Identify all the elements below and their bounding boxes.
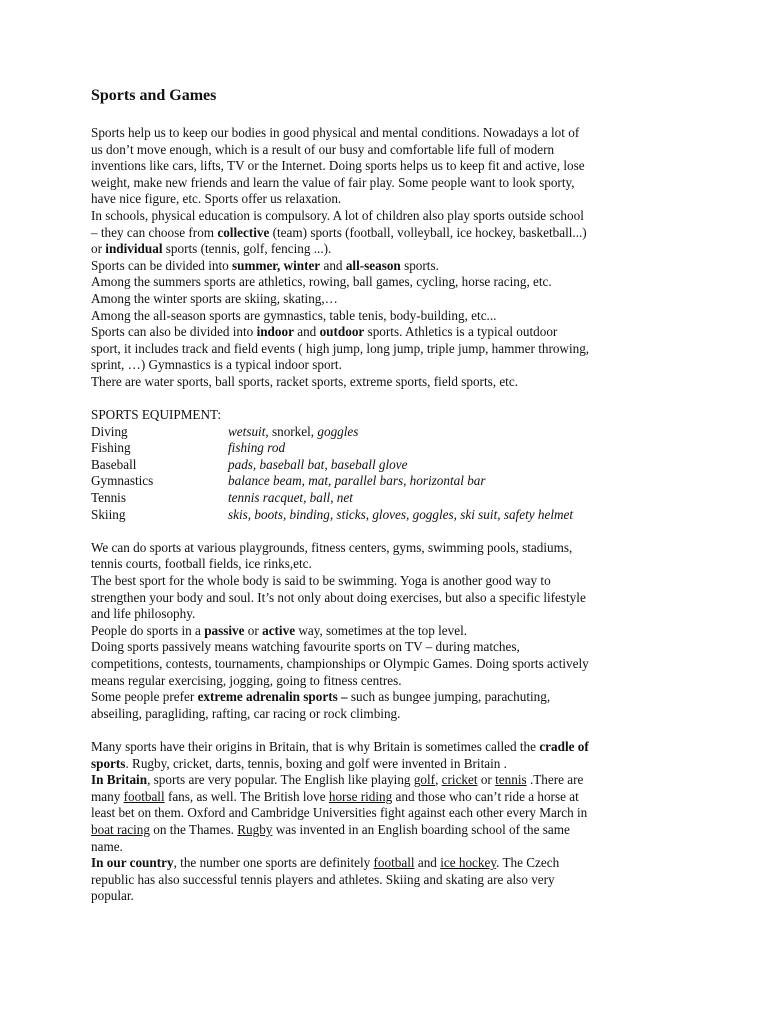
underlined-term: football <box>123 788 165 804</box>
sport-name: Tennis <box>91 490 126 506</box>
text-line: have nice figure, etc. Sports offer us relaxation. <box>91 191 342 207</box>
text-line: There are water sports, ball sports, racket sports, extreme sports, field sports, etc. <box>91 373 518 389</box>
text-line: popular. <box>91 888 134 904</box>
sport-name: Baseball <box>91 456 137 472</box>
text-line: Among the all-season sports are gymnastics, table tenis, body-building, etc... <box>91 307 497 323</box>
text-line: In our country, the number one sports are definitely football and ice hockey. The Czech <box>91 855 560 871</box>
text-line: competitions, contests, tournaments, championships or Olympic Games. Doing sports actively <box>91 656 589 671</box>
underlined-term: Rugby <box>237 821 273 837</box>
text-line: Sports can be divided into summer, winter and all-season sports. <box>91 257 439 273</box>
text-line: The best sport for the whole body is said to be swimming. Yoga is another good way to <box>91 573 551 589</box>
bold-term: extreme adrenalin sports – <box>197 689 348 705</box>
paragraph-gap <box>91 523 691 540</box>
bold-term: In Britain <box>91 772 148 788</box>
text-line: sports. Rugby, cricket, darts, tennis, boxing and golf were invented in Britain . <box>91 755 507 771</box>
text-line: means regular exercising, jogging, going to fitness centres. <box>91 672 402 688</box>
text-line: strengthen your body and soul. It’s not only about doing exercises, but also a specific lifestyle <box>91 589 586 605</box>
text-line: Sports help us to keep our bodies in good physical and mental conditions. Nowadays a lot of <box>91 125 580 140</box>
bold-term: In our country <box>91 855 174 871</box>
equipment-row <box>91 507 691 524</box>
text-line: sport, it includes track and field events ( high jump, long jump, triple jump, hammer throwing, <box>91 340 590 356</box>
equipment-list: tennis racquet, ball, net <box>228 490 353 506</box>
underlined-term: tennis <box>495 772 527 788</box>
sport-name: Diving <box>91 423 128 439</box>
text-line: Sports can also be divided into indoor and outdoor sports. Athletics is a typical outdoor <box>91 324 558 340</box>
text-line: sprint, …) Gymnastics is a typical indoor sport. <box>91 357 342 373</box>
text-line: republic has also successful tennis players and athletes. Skiing and skating are also very <box>91 871 555 887</box>
equipment-row <box>91 424 691 441</box>
text-line: – they can choose from collective (team) sports (football, volleyball, ice hockey, basketball...) <box>91 224 587 240</box>
bold-term: individual <box>105 241 163 257</box>
bold-term: outdoor <box>319 324 365 340</box>
equipment-row <box>91 490 691 507</box>
bold-term: all-season <box>345 257 401 273</box>
equipment-row <box>91 457 691 474</box>
text-line: We can do sports at various playgrounds, fitness centers, gyms, swimming pools, stadiums, <box>91 539 573 555</box>
sport-name: Gymnastics <box>91 473 154 489</box>
text-line: boat racing on the Thames. Rugby was invented in an English boarding school of the same <box>91 821 570 837</box>
text-line: Many sports have their origins in Britain, that is why Britain is sometimes called the cradle of <box>91 738 589 754</box>
text-line: many football fans, as well. The British love horse riding and those who can’t ride a horse at <box>91 788 579 804</box>
equipment-row <box>91 473 691 490</box>
text-line: People do sports in a passive or active way, sometimes at the top level. <box>91 622 468 638</box>
paragraph-gap <box>91 722 691 739</box>
equipment-list: wetsuit, snorkel, goggles <box>228 423 359 439</box>
text-line: abseiling, paragliding, rafting, car racing or rock climbing. <box>91 705 401 721</box>
equipment-list: fishing rod <box>228 440 286 456</box>
bold-term: active <box>262 622 296 638</box>
equipment-list: pads, baseball bat, baseball glove <box>228 456 408 472</box>
underlined-term: cricket <box>441 772 478 788</box>
underlined-term: boat racing <box>91 821 150 837</box>
text-line: Some people prefer extreme adrenalin sports – such as bungee jumping, parachuting, <box>91 689 551 705</box>
underlined-term: horse riding <box>328 788 393 804</box>
underlined-term: ice hockey <box>440 855 497 871</box>
text-line: name. <box>91 838 123 854</box>
bold-term: passive <box>204 622 245 638</box>
text-line: Doing sports passively means watching favourite sports on TV – during matches, <box>91 639 520 655</box>
text-line: us don’t move enough, which is a result of our busy and comfortable life full of modern <box>91 141 555 157</box>
text-line: or individual sports (tennis, golf, fencing ...). <box>91 241 332 257</box>
text-line: Among the winter sports are skiing, skating,… <box>91 290 338 306</box>
equipment-list: balance beam, mat, parallel bars, horizontal bar <box>228 473 486 489</box>
underlined-term: football <box>373 855 415 871</box>
text-line: tennis courts, football fields, ice rinks,etc. <box>91 556 312 572</box>
equipment-row <box>91 440 691 457</box>
sport-name: Skiing <box>91 506 126 522</box>
paragraph-gap <box>91 391 691 408</box>
equipment-heading: SPORTS EQUIPMENT: <box>91 407 222 423</box>
text-line: least bet on them. Oxford and Cambridge Universities fight against each other every March in <box>91 805 588 821</box>
text-line: weight, make new friends and learn the value of fair play. Some people want to look sporty, <box>91 174 575 190</box>
text-line: Among the summers sports are athletics, rowing, ball games, cycling, horse racing, etc. <box>91 274 552 290</box>
page-title: Sports and Games <box>91 87 217 104</box>
document-page <box>91 86 691 905</box>
text-line: In Britain, sports are very popular. The English like playing golf, cricket or tennis .There are <box>91 772 584 788</box>
bold-term: summer, winter <box>232 257 321 273</box>
text-line: inventions like cars, lifts, TV or the Internet. Doing sports helps us to keep fit and active, lose <box>91 158 585 174</box>
underlined-term: golf <box>413 772 436 788</box>
sport-name: Fishing <box>91 440 131 456</box>
text-line: In schools, physical education is compulsory. A lot of children also play sports outside school <box>91 207 584 223</box>
bold-term: sports <box>91 755 126 771</box>
bold-term: cradle of <box>539 738 589 754</box>
bold-term: indoor <box>256 324 294 340</box>
equipment-list: skis, boots, binding, sticks, gloves, goggles, ski suit, safety helmet <box>228 506 574 522</box>
text-line: and life philosophy. <box>91 606 196 622</box>
bold-term: collective <box>217 224 270 240</box>
